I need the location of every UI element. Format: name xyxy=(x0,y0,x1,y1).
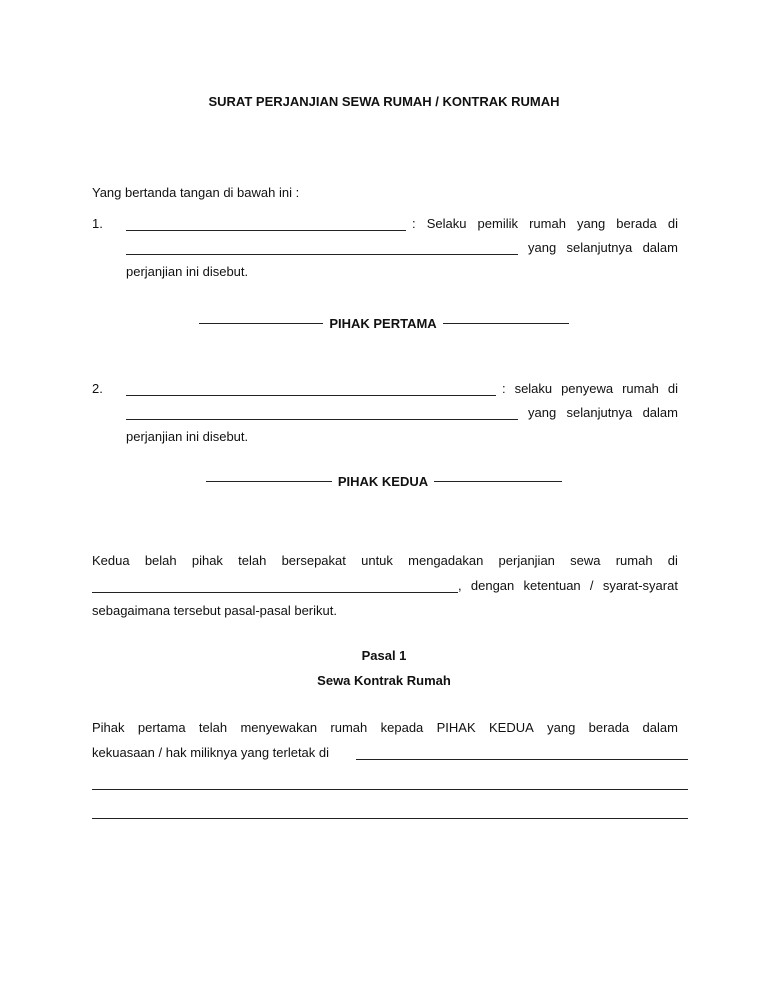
word: dengan xyxy=(470,578,515,593)
word: pertama xyxy=(137,720,186,735)
word: kepada xyxy=(380,720,424,735)
word: rumah xyxy=(330,720,368,735)
party2-label: PIHAK KEDUA xyxy=(337,474,429,489)
word: menyewakan xyxy=(240,720,318,735)
party1-address-blank xyxy=(126,254,518,255)
pasal1-blank-line-2 xyxy=(92,818,688,819)
agreement-line3: sebagaimana tersebut pasal-pasal berikut. xyxy=(92,603,337,618)
word: syarat-syarat xyxy=(602,578,678,593)
word: di xyxy=(667,216,678,231)
document-title: SURAT PERJANJIAN SEWA RUMAH / KONTRAK RUMAH xyxy=(208,94,560,109)
word: yang xyxy=(528,240,557,255)
party1-line1-text xyxy=(412,216,678,231)
word: rumah xyxy=(615,553,653,568)
word: berada xyxy=(588,720,630,735)
word: di xyxy=(667,553,678,568)
party2-label-row xyxy=(0,474,768,489)
word: dalam xyxy=(642,240,678,255)
party2-line3-text: perjanjian ini disebut. xyxy=(126,429,249,444)
word: bersepakat xyxy=(281,553,346,568)
word: rumah xyxy=(622,381,659,396)
party2-address-blank xyxy=(126,419,518,420)
word: / xyxy=(589,578,594,593)
word: rumah xyxy=(529,216,566,231)
word: selaku xyxy=(514,381,553,396)
word: yang xyxy=(528,405,557,420)
agreement-line1 xyxy=(92,553,678,568)
word: yang xyxy=(577,216,606,231)
party2-line1-text xyxy=(502,381,678,396)
word: perjanjian xyxy=(498,553,555,568)
party1-label: PIHAK PERTAMA xyxy=(329,316,437,331)
party1-label-row xyxy=(0,316,768,331)
party1-line2-text xyxy=(528,240,678,255)
word: belah xyxy=(144,553,177,568)
party2-line2-text xyxy=(528,405,678,420)
word: untuk xyxy=(361,553,393,568)
left-rule xyxy=(206,481,332,482)
word: sewa xyxy=(570,553,601,568)
agreement-line2-text xyxy=(458,578,678,593)
left-rule xyxy=(199,323,323,324)
word: KEDUA xyxy=(488,720,534,735)
pasal1-heading: Pasal 1 xyxy=(361,648,407,663)
intro-text: Yang bertanda tangan di bawah ini : xyxy=(92,185,300,200)
word: Pihak xyxy=(92,720,125,735)
word: di xyxy=(667,381,678,396)
pasal1-line2-text: kekuasaan / hak miliknya yang terletak di xyxy=(92,745,330,760)
party2-name-blank xyxy=(126,395,496,396)
agreement-location-blank xyxy=(92,592,458,593)
word: pemilik xyxy=(477,216,518,231)
party2-number: 2. xyxy=(92,381,103,396)
word: pihak xyxy=(191,553,223,568)
word: telah xyxy=(238,553,267,568)
word: penyewa xyxy=(561,381,614,396)
word: selanjutnya xyxy=(566,405,633,420)
word: , xyxy=(458,578,462,593)
word: PIHAK xyxy=(436,720,476,735)
word: Selaku xyxy=(426,216,467,231)
word: mengadakan xyxy=(408,553,484,568)
pasal1-blank-line-1 xyxy=(92,789,688,790)
pasal1-subheading: Sewa Kontrak Rumah xyxy=(317,673,451,688)
word: : xyxy=(502,381,506,396)
word: yang xyxy=(547,720,576,735)
word: dalam xyxy=(642,405,678,420)
right-rule xyxy=(443,323,569,324)
word: berada xyxy=(616,216,657,231)
party1-number: 1. xyxy=(92,216,103,231)
word: selanjutnya xyxy=(566,240,633,255)
word: Kedua xyxy=(92,553,130,568)
pasal1-location-blank xyxy=(356,759,688,760)
word: dalam xyxy=(642,720,678,735)
word: : xyxy=(412,216,416,231)
party1-name-blank xyxy=(126,230,406,231)
pasal1-line1 xyxy=(92,720,678,735)
right-rule xyxy=(434,481,562,482)
party1-line3-text: perjanjian ini disebut. xyxy=(126,264,249,279)
word: telah xyxy=(198,720,228,735)
word: ketentuan xyxy=(523,578,581,593)
